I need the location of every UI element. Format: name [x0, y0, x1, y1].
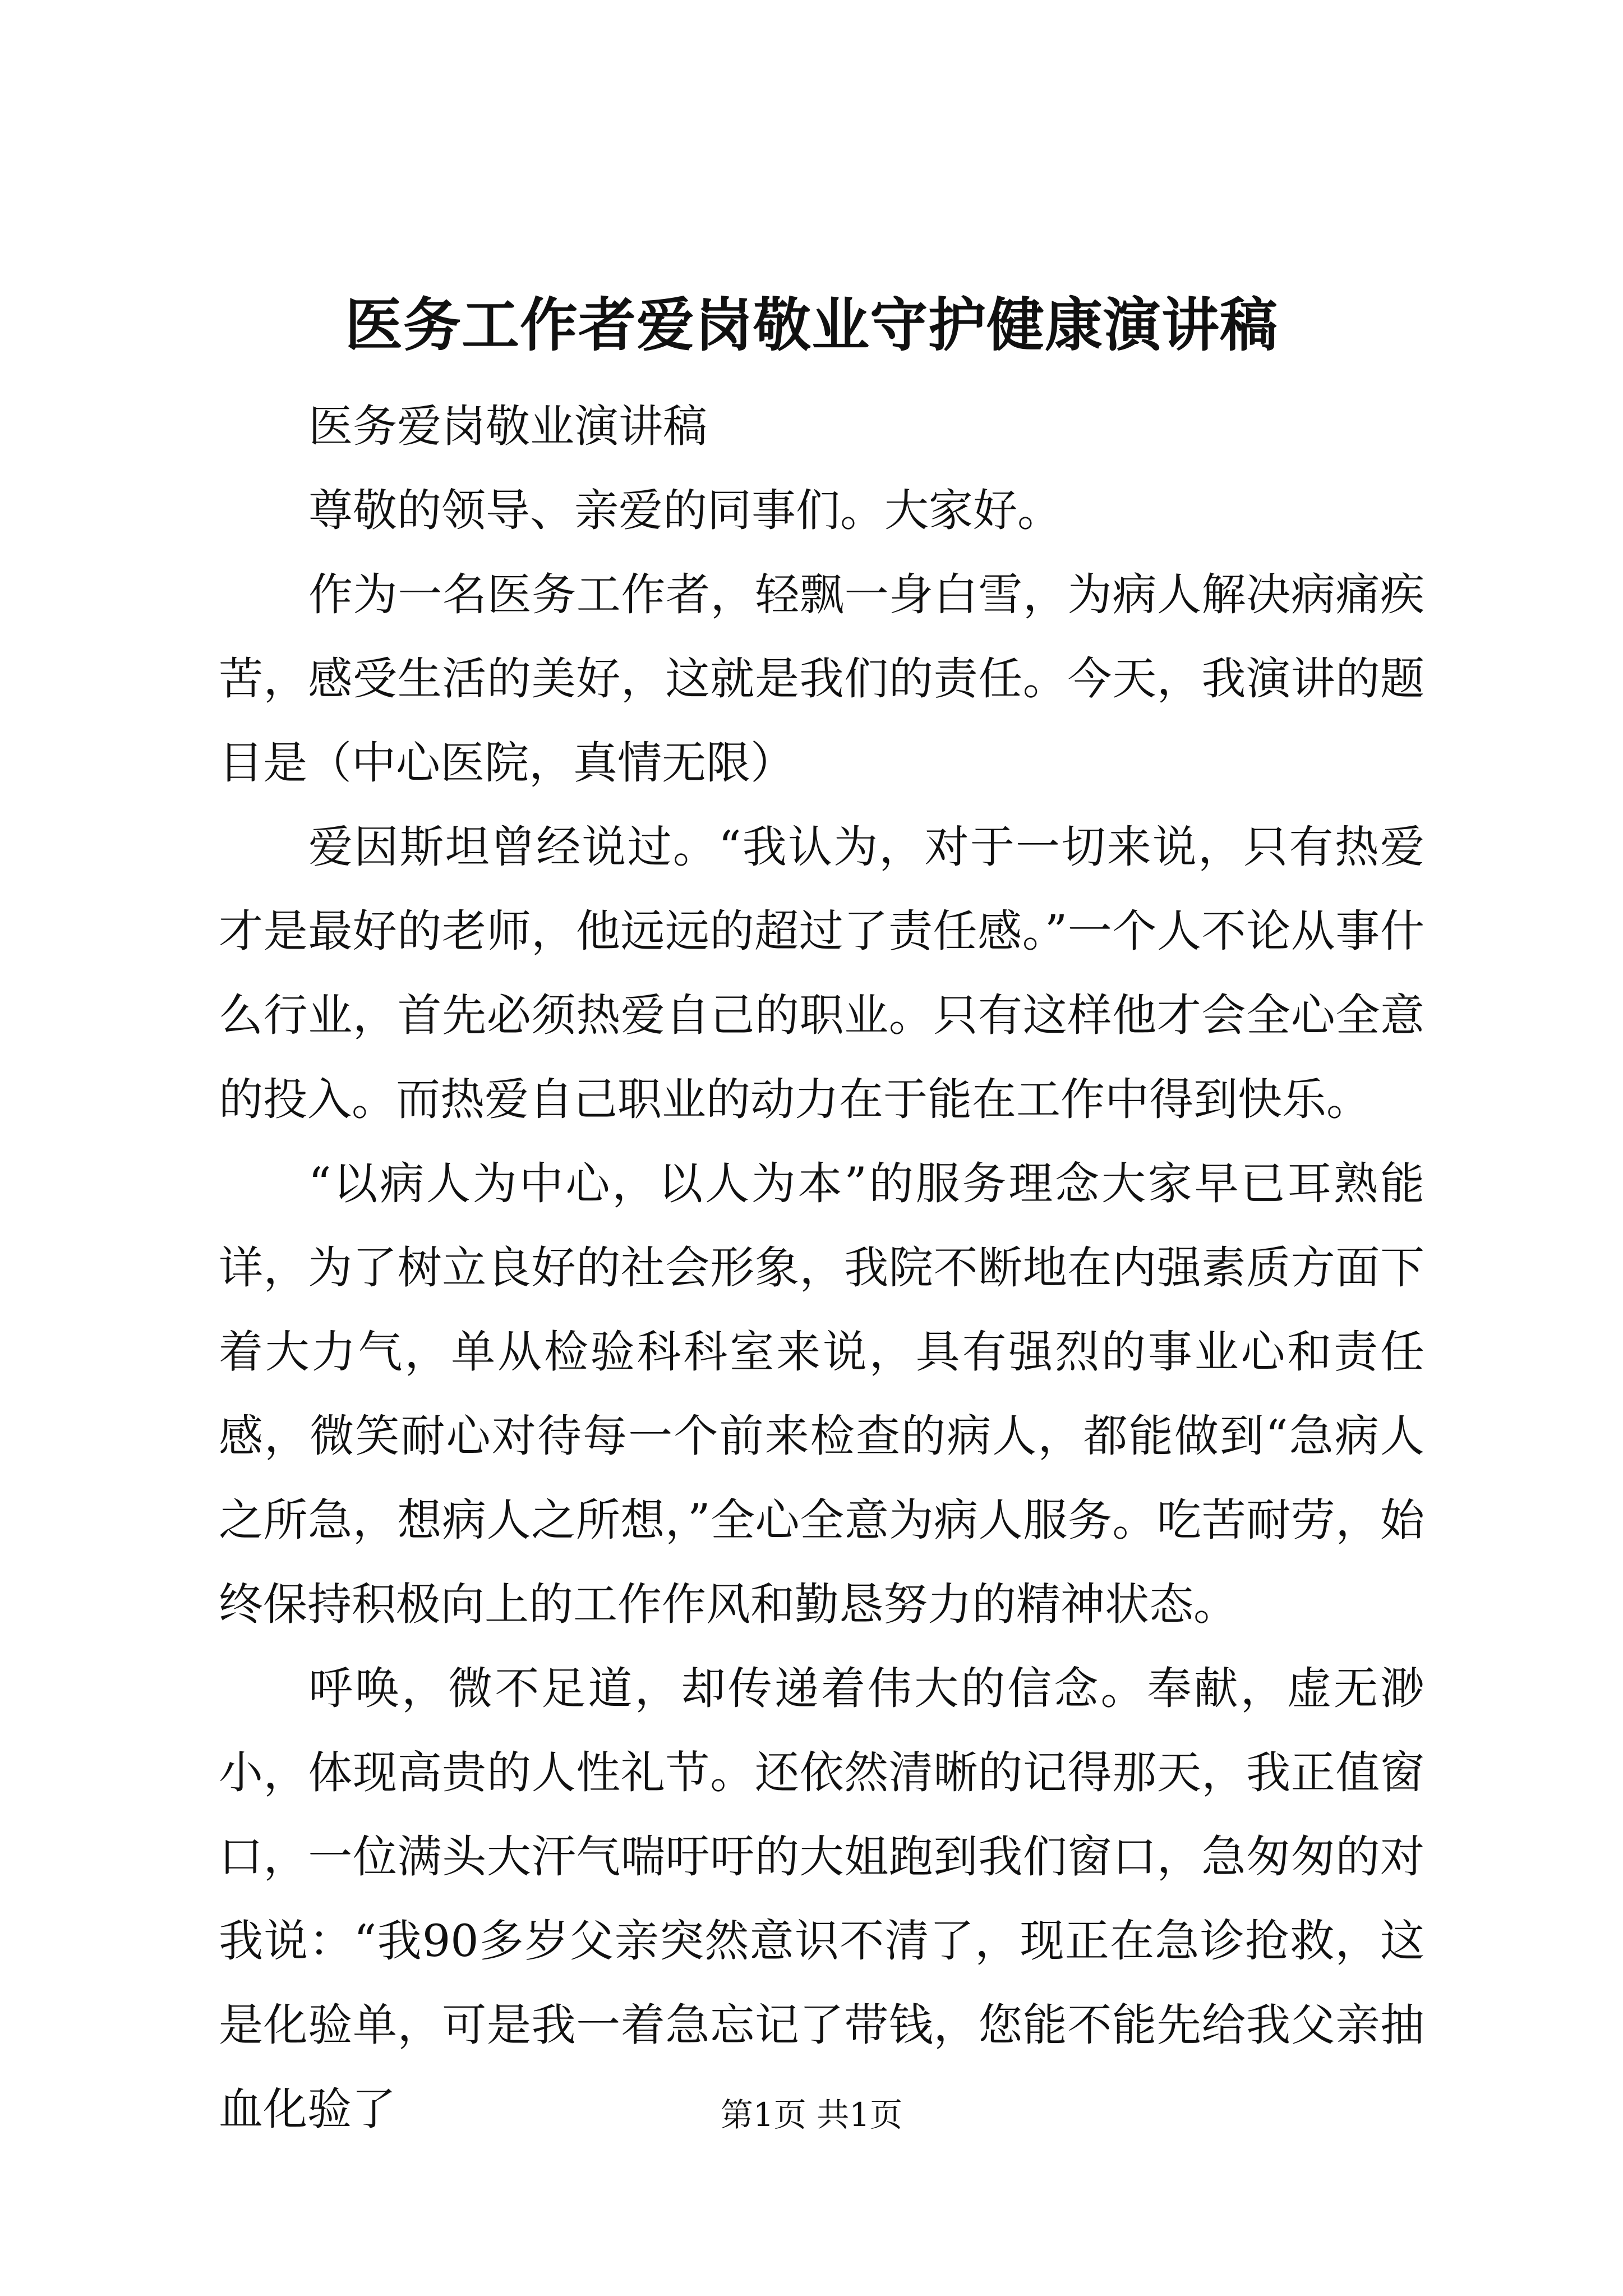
paragraph: “以病人为中心，以人为本”的服务理念大家早已耳熟能详，为了树立良好的社会形象，我院不断地在内强素质方面下着大力气，单从检验科科室来说，具有强烈的事业心和责任感，微笑耐心对待每一个前来检查的病人，都能做到“急病人之所急，想病人之所想，”全心全意为病人服务。吃苦耐劳，始终保持积极向上的工作作风和勤恳努力的精神状态。	[219, 1158, 1424, 1630]
document-title: 医务工作者爱岗敬业守护健康演讲稿	[345, 291, 1278, 359]
paragraph-greeting: 尊敬的领导、亲爱的同事们。大家好。	[308, 485, 1062, 536]
paragraph: 爱因斯坦曾经说过。“我认为，对于一切来说，只有热爱才是最好的老师，他远远的超过了责任感。”一个人不论从事什么行业，首先必须热爱自己的职业。只有这样他才会全心全意的投入。而热爱自己职业的动力在于能在工作中得到快乐。	[219, 821, 1424, 1125]
paragraph: 作为一名医务工作者，轻飘一身白雪，为病人解决病痛疾苦，感受生活的美好，这就是我们的责任。今天，我演讲的题目是（中心医院，真情无限）	[219, 569, 1424, 789]
page-footer: 第1页 共1页	[720, 2096, 903, 2134]
document-body	[219, 384, 1424, 2151]
paragraph-subtitle: 医务爱岗敬业演讲稿	[308, 401, 707, 452]
paragraph: 呼唤，微不足道，却传递着伟大的信念。奉献，虚无渺小，体现高贵的人性礼节。还依然清晰的记得那天，我正值窗口，一位满头大汗气喘吁吁的大姐跑到我们窗口，急匆匆的对我说：“我90多岁父亲突然意识不清了，现正在急诊抢救，这是化验单，可是我一着急忘记了带钱，您能不能先给我父亲抽血化验了	[219, 1663, 1424, 2135]
